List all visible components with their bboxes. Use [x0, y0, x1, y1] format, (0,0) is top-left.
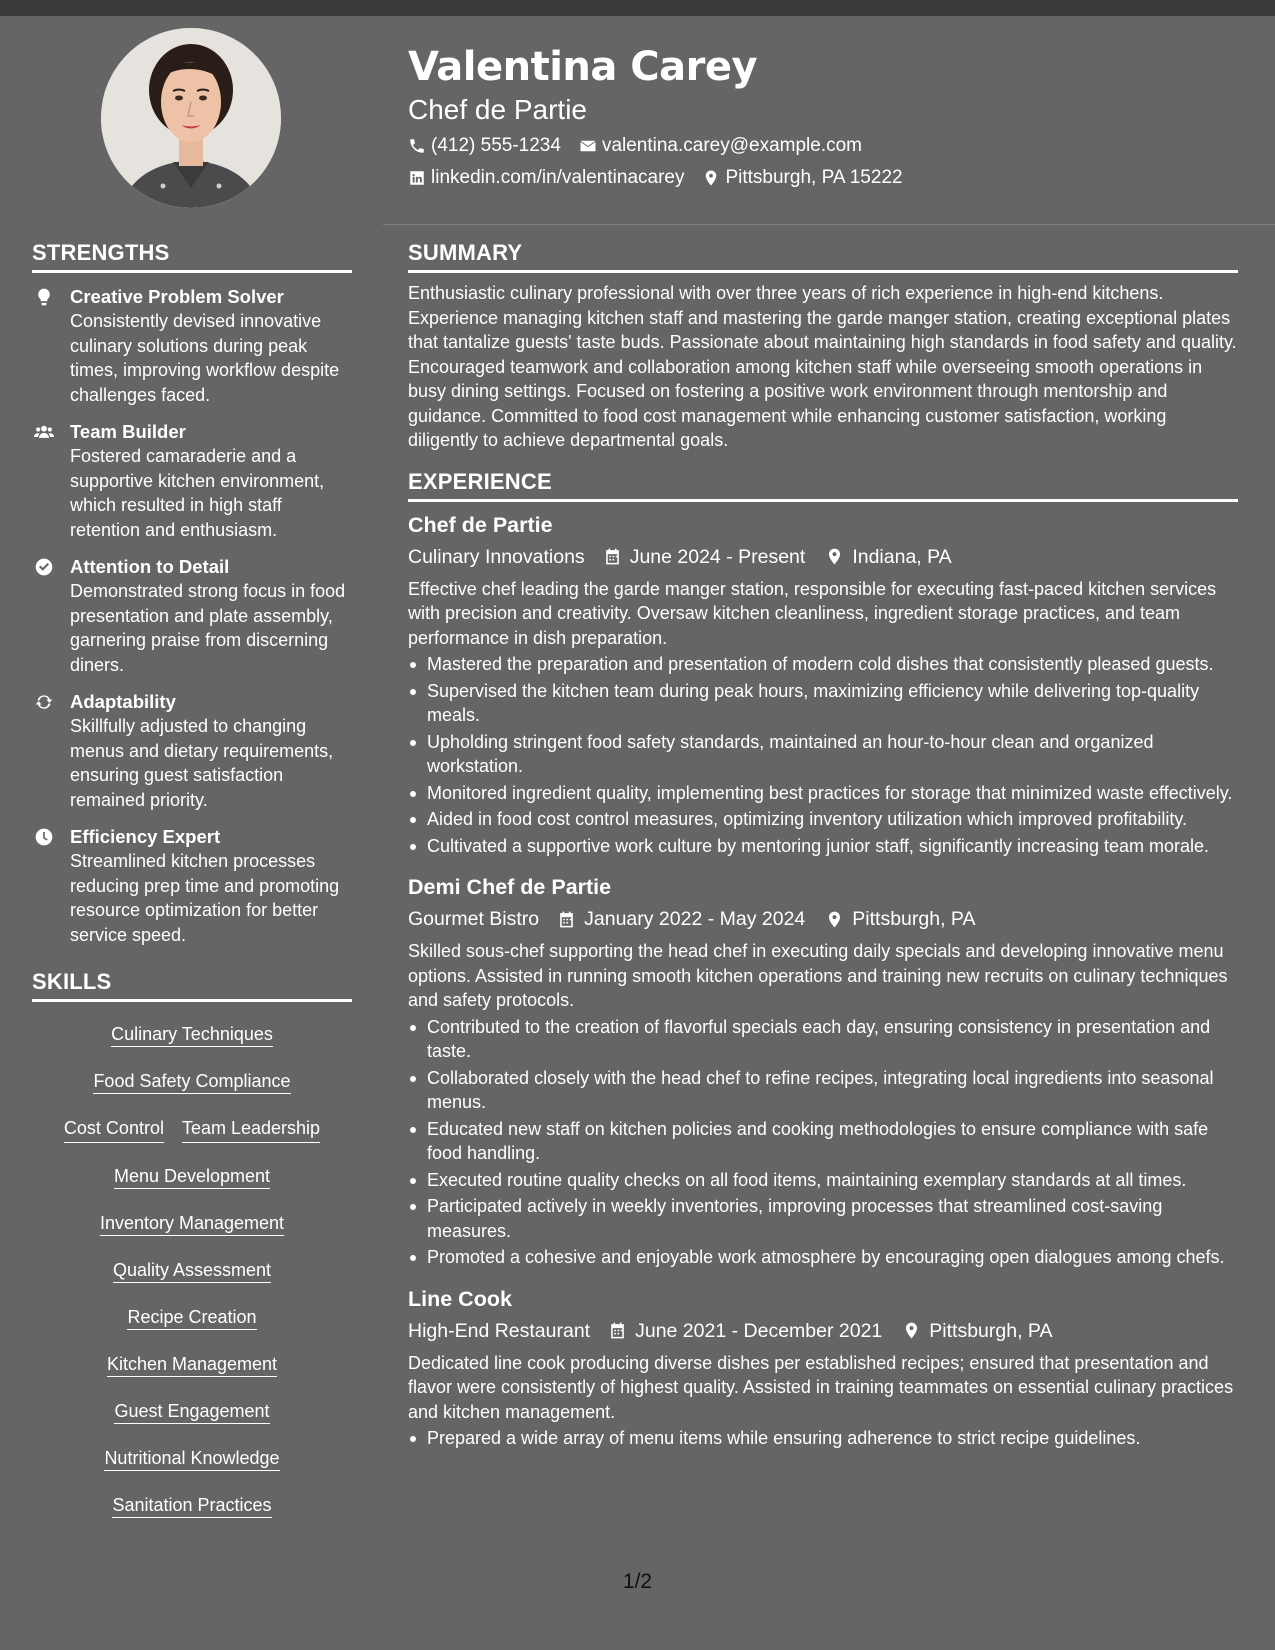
strength-desc: Fostered camaraderie and a supportive kitchen environment, which resulted in high staff retention and enthusiasm. — [70, 446, 325, 540]
skills-list — [32, 1016, 352, 1534]
page-number: 1/2 — [622, 1570, 653, 1593]
job-title: Demi Chef de Partie — [408, 875, 612, 899]
job-meta — [408, 542, 1238, 572]
calendar-icon — [603, 547, 622, 566]
strength-title: Attention to Detail — [70, 556, 230, 577]
list-item: Promoted a cohesive and enjoyable work atmosphere by encouraging open dialogues among chefs. — [408, 1245, 1238, 1270]
calendar-icon — [608, 1321, 627, 1340]
list-item: Participated actively in weekly inventories, improving processes that streamlined cost-saving measures. — [408, 1194, 1238, 1243]
skill-tag: Kitchen Management — [32, 1352, 352, 1378]
linkedin-icon — [408, 169, 426, 187]
strengths-heading: STRENGTHS — [32, 240, 352, 273]
list-item: Executed routine quality checks on all food items, maintaining exemplary standards at all times. — [408, 1168, 1238, 1193]
lightbulb-icon — [34, 287, 54, 307]
job-meta — [408, 904, 1238, 934]
list-item: Cultivated a supportive work culture by mentoring junior staff, significantly increasing team morale. — [408, 834, 1238, 859]
experience-entry — [408, 510, 1238, 859]
job-description: Skilled sous-chef supporting the head chef in executing daily specials and developing innovative menu options. Assisted in running smooth kitchen operations and training new recruits on culinary techniques and safety protocols. — [408, 941, 1228, 1010]
avatar — [101, 28, 281, 208]
phone-icon — [408, 137, 426, 155]
job-dates: June 2024 - Present — [629, 545, 806, 568]
skill-tag: Quality Assessment — [32, 1258, 352, 1284]
strength-desc: Demonstrated strong focus in food presentation and plate assembly, garnering praise from discerning diners. — [70, 581, 346, 675]
experience-heading: EXPERIENCE — [408, 469, 1238, 502]
job-location: Indiana, PA — [852, 545, 952, 568]
candidate-name: Valentina Carey — [408, 44, 758, 90]
map-pin-icon — [825, 547, 844, 566]
skill-tag: Inventory Management — [32, 1211, 352, 1237]
list-item: Mastered the preparation and presentation of modern cold dishes that consistently pleased guests. — [408, 652, 1238, 677]
strength-item — [32, 555, 352, 677]
job-description: Effective chef leading the garde manger station, responsible for executing fast-paced kitchen services with precision and creativity. Oversaw kitchen cleanliness, ingredient storage practices, and team performance in dish preparation. — [408, 578, 1217, 648]
check-circle-icon — [34, 557, 54, 577]
skill-tag: Nutritional Knowledge — [32, 1446, 352, 1472]
strength-item — [32, 825, 352, 947]
strength-item — [32, 420, 352, 542]
summary-text: Enthusiastic culinary professional with over three years of rich experience in high-end kitchens. Experience managing kitchen staff and mastering the garde manger station, creating exceptional plates that tantalize guests' taste buds. Passionate about maintaining high standards in food safety and quality. Encouraged teamwork and collaboration among kitchen staff while overseeing smooth operations in busy dining settings. Focused on fostering a positive work environment through mentorship and guidance. Committed to food cost management while enhancing customer satisfaction, working diligently to achieve departmental goals. — [408, 283, 1237, 450]
strength-desc: Streamlined kitchen processes reducing prep time and promoting resource optimization for better service speed. — [70, 851, 340, 945]
list-item: Contributed to the creation of flavorful specials each day, ensuring consistency in presentation and taste. — [408, 1015, 1238, 1064]
map-pin-icon — [825, 910, 844, 929]
job-dates: June 2021 - December 2021 — [635, 1319, 883, 1342]
strengths-list — [32, 285, 352, 947]
job-bullets — [408, 1426, 1238, 1451]
strength-item — [32, 690, 352, 812]
skill-tag: Cost Control — [64, 1116, 164, 1143]
top-bar — [0, 0, 1275, 16]
strength-title: Adaptability — [70, 691, 176, 712]
skills-heading: SKILLS — [32, 969, 352, 1002]
strength-desc: Consistently devised innovative culinary solutions during peak times, improving workflow despite challenges faced. — [70, 311, 340, 405]
list-item: Prepared a wide array of menu items while ensuring adherence to strict recipe guidelines. — [408, 1426, 1238, 1451]
contact-phone[interactable] — [408, 135, 561, 157]
skill-tag: Team Leadership — [182, 1116, 320, 1143]
job-meta — [408, 1316, 1238, 1346]
job-location: Pittsburgh, PA — [852, 908, 976, 930]
list-item: Supervised the kitchen team during peak hours, maximizing efficiency while delivering top-quality meals. — [408, 679, 1238, 728]
contact-location — [702, 167, 902, 189]
strength-title: Creative Problem Solver — [70, 286, 284, 307]
strength-item — [32, 285, 352, 407]
job-location: Pittsburgh, PA — [929, 1319, 1053, 1342]
job-bullets — [408, 652, 1238, 858]
skill-tag: Recipe Creation — [32, 1305, 352, 1331]
candidate-title: Chef de Partie — [408, 94, 587, 125]
clock-icon — [34, 827, 54, 847]
job-dates: January 2022 - May 2024 — [584, 908, 806, 930]
sync-icon — [34, 692, 54, 712]
experience-entry — [408, 1284, 1238, 1451]
experience-entry — [408, 872, 1238, 1270]
job-company: High-End Restaurant — [408, 1319, 591, 1342]
job-company: Culinary Innovations — [408, 545, 585, 568]
envelope-icon — [579, 137, 597, 155]
list-item: Educated new staff on kitchen policies and cooking methodologies to ensure compliance with safe food handling. — [408, 1117, 1238, 1166]
list-item: Aided in food cost control measures, optimizing inventory utilization which improved profitability. — [408, 807, 1238, 832]
email-text: valentina.carey@example.com — [601, 135, 863, 156]
list-item: Upholding stringent food safety standards, maintained an hour-to-hour clean and organized workstation. — [408, 730, 1238, 779]
list-item: Monitored ingredient quality, implementing best practices for storage that minimized waste effectively. — [408, 781, 1238, 806]
skill-tag: Menu Development — [32, 1164, 352, 1190]
map-pin-icon — [902, 1321, 921, 1340]
job-bullets — [408, 1015, 1238, 1270]
strength-title: Efficiency Expert — [70, 826, 221, 847]
job-title: Line Cook — [408, 1286, 512, 1311]
contact-email[interactable] — [579, 135, 862, 157]
job-description: Dedicated line cook producing diverse dishes per established recipes; ensured that presentation and flavor were consistently of highest quality. Assisted in training teammates on essential culinary practices and kitchen management. — [408, 1352, 1234, 1422]
users-icon — [34, 422, 54, 442]
right-column — [408, 240, 1238, 1453]
list-item: Collaborated closely with the head chef to refine recipes, integrating local ingredients into seasonal menus. — [408, 1066, 1238, 1115]
contact-linkedin[interactable] — [408, 167, 684, 189]
skill-tag: Sanitation Practices — [32, 1493, 352, 1519]
linkedin-text: linkedin.com/in/valentinacarey — [431, 167, 685, 188]
strength-desc: Skillfully adjusted to changing menus and dietary requirements, ensuring guest satisfaction remained priority. — [70, 716, 334, 810]
location-text: Pittsburgh, PA 15222 — [725, 167, 903, 188]
left-column — [32, 240, 352, 1534]
calendar-icon — [557, 910, 576, 929]
phone-text: (412) 555-1234 — [431, 135, 561, 156]
skill-tag: Culinary Techniques — [32, 1022, 352, 1048]
contact-row-1 — [408, 135, 862, 157]
contact-row-2 — [408, 167, 903, 189]
summary-heading: SUMMARY — [408, 240, 1238, 273]
header-divider — [383, 224, 1275, 225]
skill-tag: Guest Engagement — [32, 1399, 352, 1425]
job-company: Gourmet Bistro — [408, 908, 540, 930]
skill-tag: Food Safety Compliance — [32, 1069, 352, 1095]
job-title: Chef de Partie — [408, 512, 553, 537]
map-pin-icon — [702, 169, 720, 187]
strength-title: Team Builder — [70, 421, 186, 442]
